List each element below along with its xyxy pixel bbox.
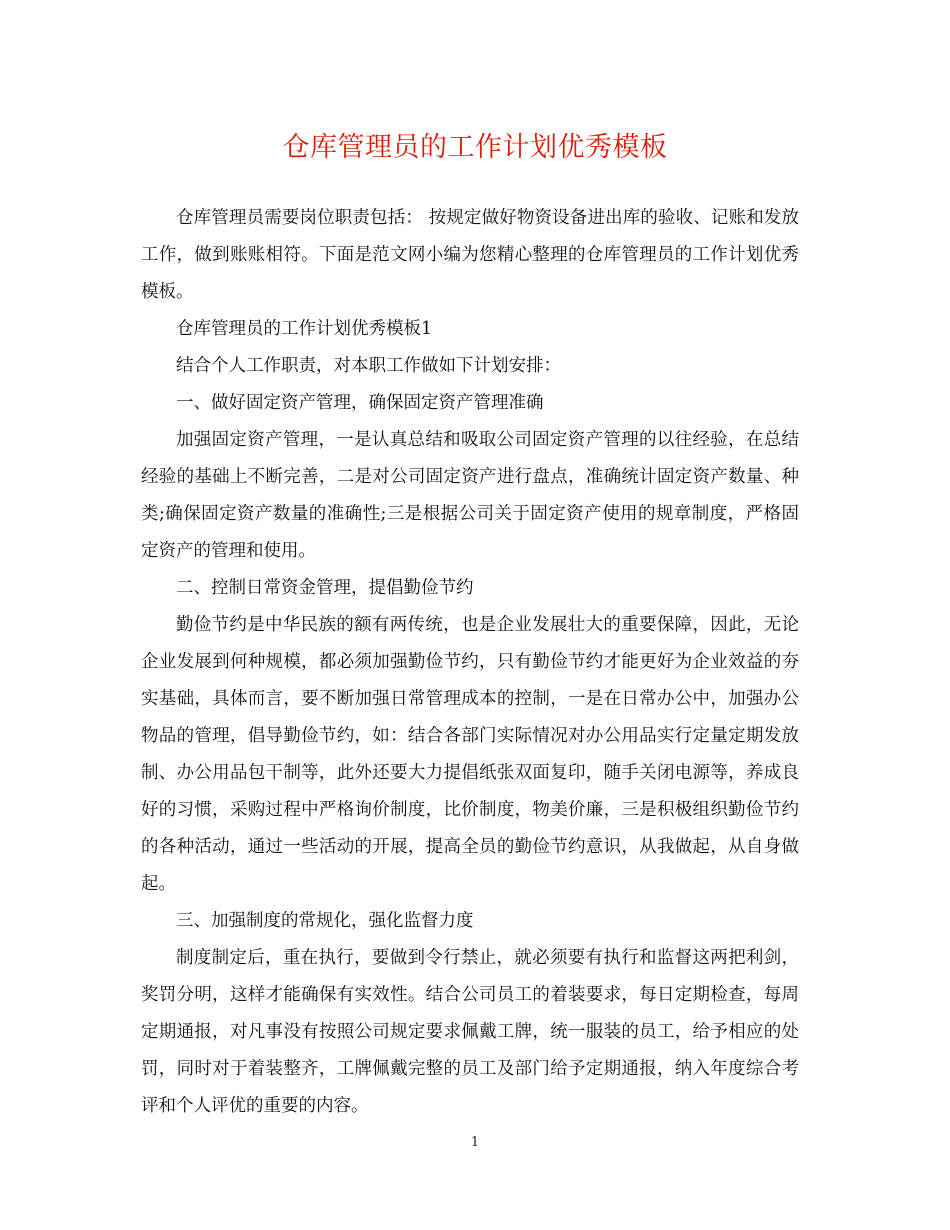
section-body-1: 加强固定资产管理，一是认真总结和吸取公司固定资产管理的以往经验，在总结经验的基础上不断完善，二是对公司固定资产进行盘点，准确统计固定资产数量、种类;确保固定资产数量的准确性;三是根据公司关于固定资产使用的规章制度，严格固定资产的管理和使用。	[141, 430, 799, 561]
template-heading: 仓库管理员的工作计划优秀模板1	[176, 319, 433, 339]
section-body-2: 勤俭节约是中华民族的额有两传统，也是企业发展壮大的重要保障，因此，无论企业发展到何种规模，都必须加强勤俭节约，只有勤俭节约才能更好为企业效益的夯实基础，具体而言，要不断加强日常管理成本的控制，一是在日常办公中，加强办公物品的管理，倡导勤俭节约，如：结合各部门实际情况对办公用品实行定量定期发放制、办公用品包干制等，此外还要大力提倡纸张双面复印，随手关闭电源等，养成良好的习惯，采购过程中严格询价制度，比价制度，物美价廉，三是积极组织勤俭节约的各种活动，通过一些活动的开展，提高全员的勤俭节约意识，从我做起，从自身做起。	[141, 615, 799, 894]
document-title: 仓库管理员的工作计划优秀模板	[282, 132, 668, 163]
section-heading-2: 二、控制日常资金管理，提倡勤俭节约	[176, 578, 474, 598]
intro-paragraph: 仓库管理员需要岗位职责包括： 按规定做好物资设备进出库的验收、记账和发放工作，做到账账相符。下面是范文网小编为您精心整理的仓库管理员的工作计划优秀模板。	[141, 208, 799, 302]
section-body-3: 制度制定后，重在执行，要做到令行禁止，就必须要有执行和监督这两把利剑，奖罚分明，这样才能确保有实效性。结合公司员工的着装要求，每日定期检查，每周定期通报，对凡事没有按照公司规定要求佩戴工牌，统一服装的员工，给予相应的处罚，同时对于着装整齐，工牌佩戴完整的员工及部门给予定期通报，纳入年度综合考评和个人评优的重要的内容。	[141, 948, 799, 1116]
page-number: 1	[470, 1135, 480, 1150]
document-body	[141, 200, 799, 1125]
section-heading-1: 一、做好固定资产管理，确保固定资产管理准确	[176, 393, 544, 413]
section-heading-3: 三、加强制度的常规化，强化监督力度	[176, 911, 474, 931]
plan-intro-paragraph: 结合个人工作职责，对本职工作做如下计划安排：	[176, 356, 561, 376]
